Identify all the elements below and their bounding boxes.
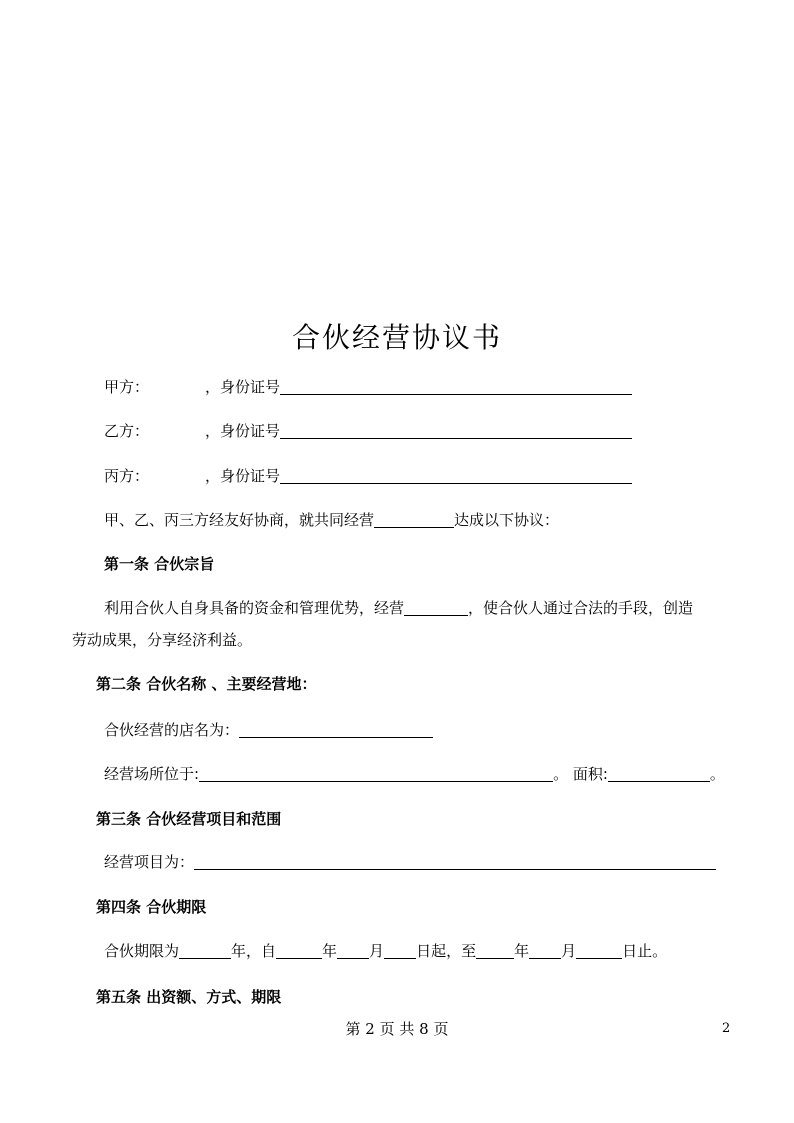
article1-business-blank	[404, 599, 468, 616]
party-b-line	[104, 420, 632, 442]
article1-text-line1	[104, 597, 693, 619]
intro-business-blank	[374, 511, 454, 528]
intro-after: 达成以下协议：	[454, 511, 560, 529]
area-end: 。	[709, 765, 725, 783]
article5-heading: 第五条 出资额、方式、期限	[96, 988, 282, 1006]
business-items-line	[104, 851, 716, 873]
term-text-7: 月	[561, 942, 577, 960]
party-b-id-label: ，身份证号	[205, 422, 281, 440]
article1-heading: 第一条 合伙宗旨	[104, 555, 215, 573]
location-blank	[199, 765, 553, 782]
end-year-blank	[476, 942, 514, 959]
term-text-3: 年	[322, 942, 338, 960]
article4-heading: 第四条 合伙期限	[96, 898, 207, 916]
intro-before: 甲、乙、丙三方经友好协商，就共同经营	[104, 511, 375, 529]
start-day-blank	[384, 942, 416, 959]
party-a-id-blank	[280, 378, 632, 395]
start-year-blank	[276, 942, 322, 959]
area-label: 。 面积:	[553, 765, 608, 783]
term-text-6: 年	[514, 942, 530, 960]
location-label: 经营场所位于:	[104, 765, 200, 783]
shop-name-line	[104, 719, 433, 741]
shop-name-label: 合伙经营的店名为：	[104, 721, 240, 739]
article3-heading: 第三条 合伙经营项目和范围	[96, 810, 282, 828]
shop-name-blank	[239, 721, 433, 738]
party-c-label: 丙方：	[104, 467, 150, 485]
intro-line	[104, 509, 559, 531]
document-title: 合伙经营协议书	[291, 321, 502, 354]
location-line	[104, 763, 725, 785]
term-line	[104, 940, 667, 962]
term-text-4: 月	[369, 942, 385, 960]
party-c-id-blank	[280, 467, 632, 484]
party-a-line	[104, 376, 632, 398]
term-text-8: 日止。	[622, 942, 668, 960]
term-text-5: 日起，至	[416, 942, 477, 960]
page-number: 2	[722, 1021, 731, 1036]
term-years-blank	[179, 942, 231, 959]
business-items-blank	[194, 853, 716, 870]
article2-heading: 第二条 合伙名称 、主要经营地：	[96, 675, 317, 693]
end-day-blank	[576, 942, 622, 959]
party-a-label: 甲方：	[104, 378, 150, 396]
party-c-line	[104, 465, 632, 487]
article1-text-b: ，使合伙人通过合法的手段，创造	[468, 599, 694, 617]
party-b-id-blank	[280, 422, 632, 439]
page-footer: 第 2 页 共 8 页	[345, 1020, 449, 1038]
term-text-1: 合伙期限为	[104, 942, 180, 960]
article1-text-a: 利用合伙人自身具备的资金和管理优势，经营	[104, 599, 405, 617]
term-text-2: 年，自	[231, 942, 277, 960]
business-items-label: 经营项目为：	[104, 853, 195, 871]
party-b-label: 乙方：	[104, 422, 150, 440]
area-blank	[608, 765, 710, 782]
start-month-blank	[337, 942, 369, 959]
article1-text-line2: 劳动成果，分享经济利益。	[72, 631, 253, 649]
end-month-blank	[529, 942, 561, 959]
party-c-id-label: ，身份证号	[205, 467, 281, 485]
party-a-id-label: ，身份证号	[205, 378, 281, 396]
